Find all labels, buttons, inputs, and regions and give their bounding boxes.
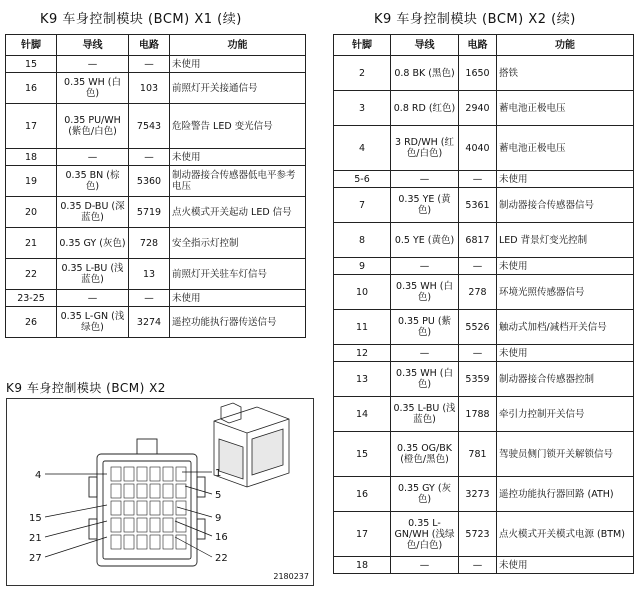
circuit-cell: — — [129, 290, 170, 307]
circuit-cell: 5719 — [129, 197, 170, 228]
table-header-row — [334, 35, 634, 56]
table-row — [334, 258, 634, 275]
wire-cell: 0.35 WH (白色) — [57, 73, 129, 104]
connector-cavity — [150, 484, 160, 498]
bcm-x1-pin-table — [5, 34, 306, 338]
table-row — [334, 310, 634, 345]
connector-drawing — [7, 399, 313, 585]
circuit-cell: — — [129, 56, 170, 73]
table-row — [334, 56, 634, 91]
function-cell: 遥控功能执行器传送信号 — [170, 307, 306, 338]
connector-cavity — [176, 484, 186, 498]
table-header-row — [6, 35, 306, 56]
wire-cell: 0.35 WH (白色) — [391, 275, 459, 310]
table-row — [334, 512, 634, 557]
table-row — [334, 223, 634, 258]
circuit-cell: 5361 — [459, 188, 497, 223]
connector-cavity — [163, 518, 173, 532]
pin-label-15: 15 — [29, 513, 42, 524]
pin-cell: 11 — [334, 310, 391, 345]
function-cell: 未使用 — [497, 345, 634, 362]
circuit-cell: — — [459, 171, 497, 188]
function-cell: 制动器接合传感器信号 — [497, 188, 634, 223]
pin-cell: 10 — [334, 275, 391, 310]
circuit-cell: 3273 — [459, 477, 497, 512]
pin-cell: 15 — [6, 56, 57, 73]
wire-cell: — — [57, 290, 129, 307]
wire-cell: 0.35 YE (黄色) — [391, 188, 459, 223]
wire-cell: 0.8 BK (黑色) — [391, 56, 459, 91]
circuit-cell: 278 — [459, 275, 497, 310]
pin-cell: 17 — [334, 512, 391, 557]
connector-cavity — [150, 501, 160, 515]
connector-cavity — [163, 501, 173, 515]
connector-cavity — [176, 467, 186, 481]
pin-cell: 16 — [6, 73, 57, 104]
wire-cell: — — [391, 345, 459, 362]
table-row — [6, 56, 306, 73]
circuit-cell: 5526 — [459, 310, 497, 345]
circuit-cell: 1788 — [459, 397, 497, 432]
circuit-cell: 6817 — [459, 223, 497, 258]
wire-cell: 0.35 GY (灰色) — [57, 228, 129, 259]
wire-cell: 0.8 RD (红色) — [391, 91, 459, 126]
function-cell: 驾驶员侧门锁开关解锁信号 — [497, 432, 634, 477]
pin-cell: 14 — [334, 397, 391, 432]
wire-cell: 0.35 OG/BK (橙色/黑色) — [391, 432, 459, 477]
function-cell: 点火模式开关模式电源 (BTM) — [497, 512, 634, 557]
wire-cell: 0.35 GY (灰色) — [391, 477, 459, 512]
pin-cell: 3 — [334, 91, 391, 126]
function-cell: 触动式加档/减档开关信号 — [497, 310, 634, 345]
connector-cavity — [150, 467, 160, 481]
circuit-cell: — — [459, 258, 497, 275]
table-row — [334, 557, 634, 574]
wire-cell: 3 RD/WH (红色/白色) — [391, 126, 459, 171]
circuit-cell: 13 — [129, 259, 170, 290]
header-wire: 导线 — [57, 35, 129, 56]
connector-diagram — [6, 398, 314, 586]
connector-cavity — [137, 535, 147, 549]
table-row — [6, 259, 306, 290]
pin-cell: 26 — [6, 307, 57, 338]
circuit-cell: — — [129, 149, 170, 166]
circuit-cell: 103 — [129, 73, 170, 104]
pin-label-21: 21 — [29, 533, 42, 544]
circuit-cell: 2940 — [459, 91, 497, 126]
pin-cell: 17 — [6, 104, 57, 149]
connector-cavity — [111, 467, 121, 481]
wire-cell: 0.35 L-GN/WH (浅绿色/白色) — [391, 512, 459, 557]
pin-label-27: 27 — [29, 553, 42, 564]
wire-cell: 0.35 BN (棕色) — [57, 166, 129, 197]
circuit-cell: 781 — [459, 432, 497, 477]
table-row — [334, 126, 634, 171]
function-cell: 危险警告 LED 变光信号 — [170, 104, 306, 149]
circuit-cell: 5723 — [459, 512, 497, 557]
right-table-title: K9 车身控制模块 (BCM) X2 (续) — [374, 12, 576, 27]
circuit-cell: 5360 — [129, 166, 170, 197]
table-row — [6, 228, 306, 259]
table-row — [6, 104, 306, 149]
table-row — [334, 171, 634, 188]
circuit-cell: — — [459, 557, 497, 574]
connector-cavity — [124, 518, 134, 532]
figure-code: 2180237 — [273, 572, 309, 581]
table-row — [334, 432, 634, 477]
pin-label-5: 5 — [215, 490, 222, 501]
pin-cell: 23-25 — [6, 290, 57, 307]
connector-3d-sketch — [214, 403, 289, 487]
connector-cavity — [150, 518, 160, 532]
function-cell: 制动器接合传感器控制 — [497, 362, 634, 397]
connector-cavity — [137, 518, 147, 532]
pin-cell: 21 — [6, 228, 57, 259]
function-cell: 前照灯开关驻车灯信号 — [170, 259, 306, 290]
pin-cell: 7 — [334, 188, 391, 223]
connector-cavity — [163, 484, 173, 498]
pin-cell: 5-6 — [334, 171, 391, 188]
pin-label-4: 4 — [35, 470, 42, 481]
pin-cell: 18 — [6, 149, 57, 166]
function-cell: 制动器接合传感器低电平参考电压 — [170, 166, 306, 197]
wire-cell: 0.35 D-BU (深蓝色) — [57, 197, 129, 228]
table-row — [334, 477, 634, 512]
pin-cell: 8 — [334, 223, 391, 258]
pin-cell: 12 — [334, 345, 391, 362]
table-row — [6, 197, 306, 228]
pin-cell: 19 — [6, 166, 57, 197]
circuit-cell: 728 — [129, 228, 170, 259]
header-wire: 导线 — [391, 35, 459, 56]
wire-cell: — — [391, 171, 459, 188]
connector-cavity — [163, 467, 173, 481]
function-cell: LED 背景灯变光控制 — [497, 223, 634, 258]
table-row — [6, 290, 306, 307]
connector-cavity — [124, 484, 134, 498]
function-cell: 未使用 — [497, 258, 634, 275]
function-cell: 点火模式开关起动 LED 信号 — [170, 197, 306, 228]
left-table-title: K9 车身控制模块 (BCM) X1 (续) — [40, 12, 242, 27]
table-row — [334, 397, 634, 432]
connector-cavity — [137, 467, 147, 481]
wire-cell: 0.35 PU (紫色) — [391, 310, 459, 345]
pin-cell: 9 — [334, 258, 391, 275]
function-cell: 未使用 — [170, 56, 306, 73]
circuit-cell: 4040 — [459, 126, 497, 171]
wire-cell: 0.35 L-BU (浅蓝色) — [57, 259, 129, 290]
connector-cavity — [111, 501, 121, 515]
connector-cavity — [124, 535, 134, 549]
wire-cell: 0.35 PU/WH (紫色/白色) — [57, 104, 129, 149]
circuit-cell: — — [459, 345, 497, 362]
header-circuit: 电路 — [459, 35, 497, 56]
connector-cavity — [137, 501, 147, 515]
function-cell: 蓄电池正极电压 — [497, 91, 634, 126]
pin-label-9: 9 — [215, 513, 222, 524]
function-cell: 未使用 — [170, 149, 306, 166]
header-function: 功能 — [497, 35, 634, 56]
pin-cell: 13 — [334, 362, 391, 397]
pin-cell: 16 — [334, 477, 391, 512]
table-row — [334, 91, 634, 126]
header-pin: 针脚 — [334, 35, 391, 56]
wire-cell: 0.35 L-GN (浅绿色) — [57, 307, 129, 338]
pin-label-22: 22 — [215, 553, 228, 564]
connector-cavity — [111, 535, 121, 549]
connector-cavity — [150, 535, 160, 549]
connector-cavity — [124, 501, 134, 515]
wire-cell: — — [57, 56, 129, 73]
table-row — [334, 188, 634, 223]
connector-cavity — [124, 467, 134, 481]
table-row — [334, 275, 634, 310]
table-row — [6, 73, 306, 104]
pin-label-1: 1 — [215, 468, 222, 479]
table-row — [334, 345, 634, 362]
wire-cell: — — [391, 258, 459, 275]
connector-title: K9 车身控制模块 (BCM) X2 — [6, 381, 166, 395]
connector-cavity — [111, 484, 121, 498]
pin-cell: 2 — [334, 56, 391, 91]
function-cell: 未使用 — [497, 557, 634, 574]
header-pin: 针脚 — [6, 35, 57, 56]
function-cell: 未使用 — [170, 290, 306, 307]
circuit-cell: 5359 — [459, 362, 497, 397]
table-row — [6, 166, 306, 197]
function-cell: 未使用 — [497, 171, 634, 188]
pin-cell: 20 — [6, 197, 57, 228]
table-row — [6, 149, 306, 166]
wire-cell: 0.35 WH (白色) — [391, 362, 459, 397]
function-cell: 遥控功能执行器回路 (ATH) — [497, 477, 634, 512]
wire-cell: — — [391, 557, 459, 574]
connector-cavity — [137, 484, 147, 498]
wire-cell: 0.35 L-BU (浅蓝色) — [391, 397, 459, 432]
pin-cell: 22 — [6, 259, 57, 290]
header-circuit: 电路 — [129, 35, 170, 56]
header-function: 功能 — [170, 35, 306, 56]
circuit-cell: 7543 — [129, 104, 170, 149]
circuit-cell: 3274 — [129, 307, 170, 338]
function-cell: 安全指示灯控制 — [170, 228, 306, 259]
connector-cavity — [163, 535, 173, 549]
wire-cell: 0.5 YE (黄色) — [391, 223, 459, 258]
pin-cell: 18 — [334, 557, 391, 574]
bcm-x2-pin-table — [333, 34, 634, 574]
function-cell: 环境光照传感器信号 — [497, 275, 634, 310]
table-row — [6, 307, 306, 338]
connector-cavity — [111, 518, 121, 532]
pin-label-16: 16 — [215, 532, 228, 543]
function-cell: 搭铁 — [497, 56, 634, 91]
wire-cell: — — [57, 149, 129, 166]
connector-cavities — [111, 467, 186, 549]
function-cell: 牵引力控制开关信号 — [497, 397, 634, 432]
circuit-cell: 1650 — [459, 56, 497, 91]
table-row — [334, 362, 634, 397]
pin-cell: 15 — [334, 432, 391, 477]
function-cell: 前照灯开关接通信号 — [170, 73, 306, 104]
function-cell: 蓄电池正极电压 — [497, 126, 634, 171]
pin-cell: 4 — [334, 126, 391, 171]
